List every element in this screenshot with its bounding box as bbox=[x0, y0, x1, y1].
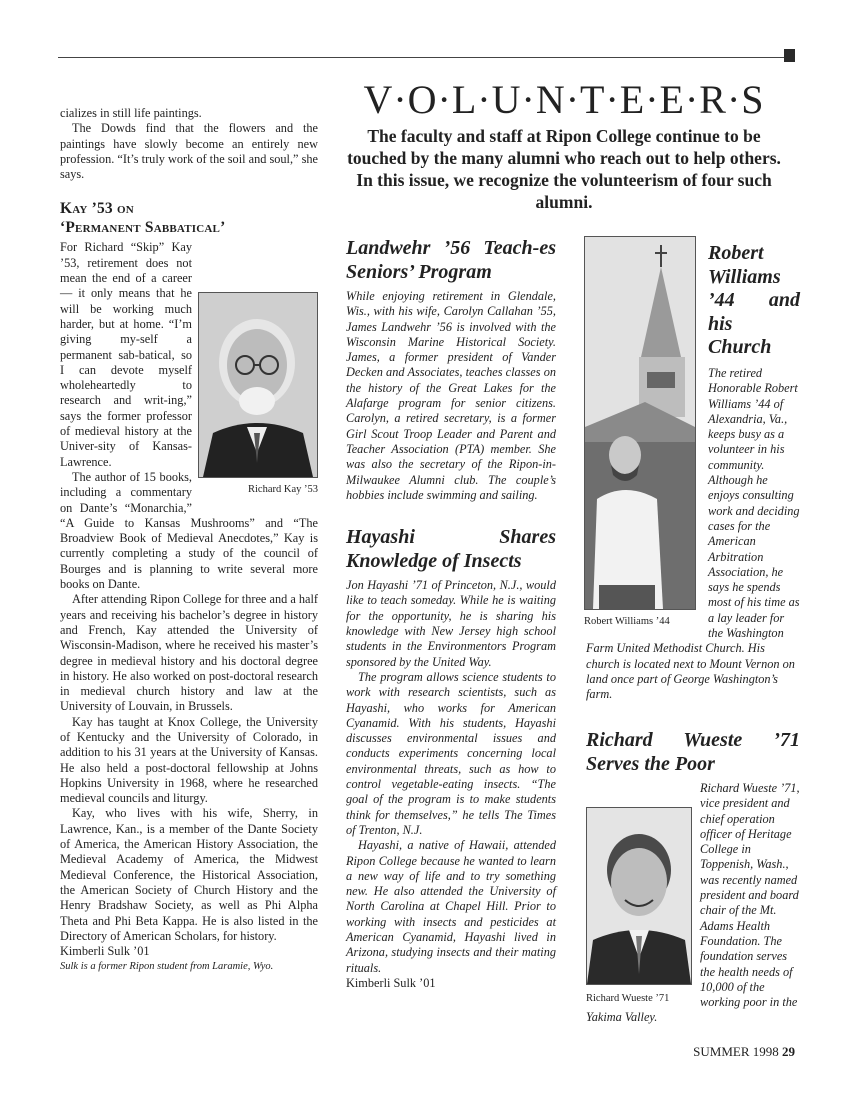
column-wueste bbox=[586, 728, 800, 1026]
williams-text-block bbox=[708, 242, 800, 360]
column-kay bbox=[60, 106, 318, 975]
wueste-photo-block bbox=[586, 807, 692, 1006]
kay-heading-line-2: ‘Permanent Sabbatical’ bbox=[60, 219, 226, 237]
kay-paragraph-4: Kay has taught at Knox College, the University of Kentucky and the University of Colorado, in addition to his 31 years at the University of Kansas. He also held a post-doctoral fellowship at Johns Hopkins University in 1968, where he researched medieval councils and liturgy. bbox=[60, 714, 318, 806]
williams-photo-caption: Robert Williams ’44 bbox=[584, 616, 670, 627]
williams-story bbox=[586, 366, 800, 703]
lead-line: cializes in still life paintings. bbox=[60, 106, 202, 120]
corner-block bbox=[784, 49, 795, 62]
wueste-heading: Richard Wueste ’71 Serves the Poor bbox=[586, 729, 800, 775]
kay-paragraph-3: After attending Ripon College for three and a half years and receiving his bachelor’s degree in history and French, Kay attended the University of Wisconsin-Madison, where he received his master’s degree in medieval history and his doctoral degree in history. He also worked on post-doctoral research in medieval church history and law at the University of Louvain, in Brussels. bbox=[60, 592, 318, 714]
hayashi-paragraph-1: Jon Hayashi ’71 of Princeton, N.J., would like to teach someday. While he is waiting for the opportunity, he is sharing his knowledge with New Jersey high school students in the Environmentors Program sponsored by the United Way. bbox=[346, 578, 556, 669]
top-rule bbox=[58, 57, 784, 58]
williams-text: The retired Honorable Robert Williams ’44 of Alexandria, Va., keeps busy as a volunteer in his community. Although he enjoys consulting work and deciding cases for the American Arbitration Association, he says he spends most of his time as a lay leader for the Washington Farm United Methodist Church. His church is located next to Mount Vernon on land once part of George Washington’s farm. bbox=[586, 366, 800, 702]
kay-byline: Kimberli Sulk ’01 bbox=[60, 944, 150, 959]
section-subtitle: The faculty and staff at Ripon College continue to be touched by the many alumni who reach out to help others. In this issue, we recognize the volunteerism of four such alumni. bbox=[347, 126, 781, 212]
section-title: V·O·L·U·N·T·E·E·R·S bbox=[363, 77, 765, 122]
hayashi-byline: Kimberli Sulk ’01 bbox=[346, 975, 436, 990]
page-number: 29 bbox=[782, 1044, 795, 1059]
hayashi-paragraph-3: Hayashi, a native of Hawaii, attended Ripon College because he wanted to learn a new way of life and to try something new. He also attended the University of North Carolina at Chapel Hill. Prior to working with insects and pesticides at American Cyanamid, Hayashi lived in Arizona, studying insects and their mating rituals. bbox=[346, 838, 556, 975]
wueste-photo-caption: Richard Wueste ’71 bbox=[586, 993, 670, 1004]
issue-label: SUMMER 1998 bbox=[693, 1044, 779, 1059]
kay-footnote: Sulk is a former Ripon student from Laramie, Wyo. bbox=[60, 961, 274, 973]
portrait-icon bbox=[199, 293, 317, 477]
page-footer bbox=[693, 1044, 795, 1060]
landwehr-heading: Landwehr ’56 Teach-es Seniors’ Program bbox=[346, 237, 556, 283]
kay-paragraph-2: The author of 15 books, including a commentary on Dante’s “Monarchia,” “A Guide to Kansas Mushrooms” and “The Broadview Book of Medieval Anecdotes,” Kay is currently completing a study of the council of Bourges and is planning to write several more books on Dante. bbox=[60, 469, 318, 592]
kay-photo-caption: Richard Kay ’53 bbox=[248, 484, 318, 496]
hayashi-paragraph-2: The program allows science students to work with research scientists, such as Hayashi, who works for American Cyanamid. With his students, Hayashi discusses environmental issues and conducts experiments concerning local environmental threats, such as how to control vegetable-eating insects. “The goal of the program is to make students think for themselves,” he tells The Times of Trenton, N.J. bbox=[346, 669, 556, 837]
richard-wueste-photo bbox=[586, 807, 692, 985]
kay-paragraph-5: Kay, who lives with his wife, Sherry, in Lawrence, Kan., is a member of the Dante Society of America, the American History Association, the Medieval Academy of America, the Midwest Medieval Conference, the Historical Association, the American Society of Church History and the Henry Bradshaw Society, as well as Phi Alpha Theta and Phi Beta Kappa. He is also listed in the Directory of American Scholars, for history. bbox=[60, 806, 318, 943]
williams-heading: Robert Williams ’44 and his Church bbox=[708, 242, 800, 358]
landwehr-text: While enjoying retirement in Glendale, Wis., with his wife, Carolyn Callahan ’55, James Landwehr ’56 is involved with the Wisconsin Marine Historical Society. James, a former president of Vander Decken and Associates, teaches classes on the history of the Great Lakes for the Alafarge program for senior citizens. Carolyn, a retired secretary, is a former Girl Scout Troop Leader and Parent and Teacher Association (PTA) member. She was also the secretary of the Ripon-in-Milwaukee Alumni club. The couple’s hobbies include swimming and sailing. bbox=[346, 289, 556, 502]
kay-paragraph-1: For Richard “Skip” Kay ’53, retirement does not mean the end of a career — it only means that he will be working much harder, but at home. “I’m giving my-self a permanent sab-batical, so I can devote myself wholeheartedly to research and writ-ing,” says the former professor of medieval history at the Univer-sity of Kansas-Lawrence. bbox=[60, 240, 192, 469]
richard-kay-photo bbox=[198, 292, 318, 478]
kay-heading-line-1: Kay ’53 on bbox=[60, 200, 134, 218]
lead-paragraph: The Dowds find that the flowers and the paintings have slowly become an entirely new profession. “It’s truly work of the soil and soul,” she says. bbox=[60, 121, 318, 182]
kay-photo-block bbox=[198, 292, 318, 497]
hayashi-heading: Hayashi Shares Knowledge of Insects bbox=[346, 526, 556, 573]
column-landwehr-hayashi bbox=[346, 236, 556, 991]
wueste-text: Richard Wueste ’71, vice president and chief operation officer of Heritage College in Toppenish, Wash., was recently named president and board chair of the Mt. Adams Health Foundation. The foundation serves the health needs of 10,000 of the working poor in the Yakima Valley. bbox=[586, 781, 800, 1025]
portrait-icon bbox=[587, 808, 691, 984]
